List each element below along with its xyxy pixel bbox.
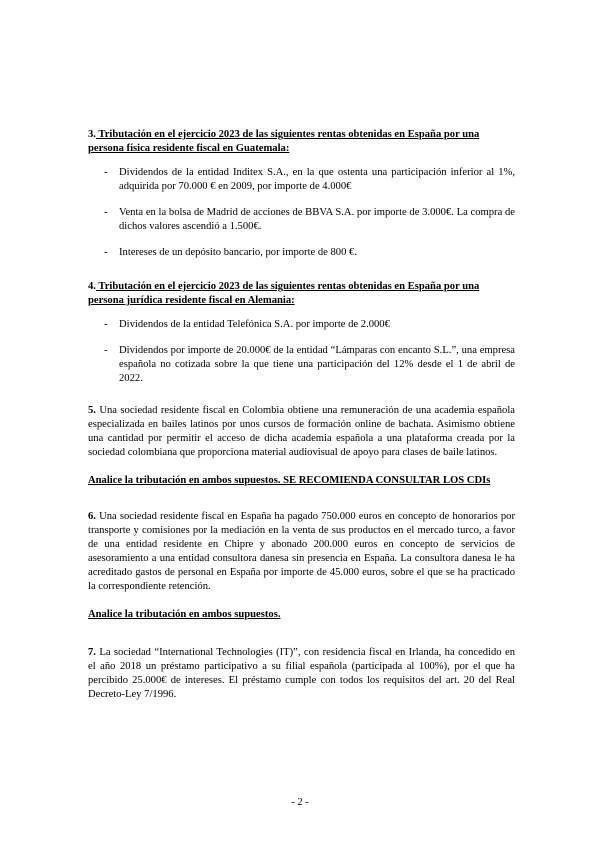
page-number: - 2 - <box>291 797 309 808</box>
section-7-text: La sociedad “International Technologies (IT)”, con residencia fiscal en Irlanda, ha concedido en el año 2018 un préstamo participativo a su filial española (participada al 100%), por el que ha percibido 25.000€ de intereses. El préstamo cumple con todos los requisitos del art. 20 del Real Decreto-Ley 7/1996. <box>88 647 515 700</box>
section-4-title: Tributación en el ejercicio 2023 de las siguientes rentas obtenidas en España por una persona jurídica residente fiscal en Alemania: <box>88 281 480 306</box>
section-5-number: 5. <box>88 405 96 416</box>
bullet-dash: - <box>104 247 108 258</box>
section-6-instruction: Analice la tributación en ambos supuestos. <box>88 609 281 620</box>
bullet-dash: - <box>104 345 108 356</box>
list-item: - Dividendos de la entidad Telefónica S.A. por importe de 2.000€ <box>104 319 390 330</box>
section-3-heading <box>88 128 515 156</box>
list-item: - Dividendos de la entidad Inditex S.A., en la que ostenta una participación inferior al 1%, adquirida por 70.000 € en 2009, por importe de 4.000€ <box>104 167 515 192</box>
list-item: - Venta en la bolsa de Madrid de acciones de BBVA S.A. por importe de 3.000€. La compra de dichos valores ascendió a 1.500€. <box>104 207 515 232</box>
section-4-list <box>88 318 515 386</box>
page-content <box>88 128 515 702</box>
section-7-paragraph <box>88 646 515 702</box>
section-7-number: 7. <box>88 647 96 658</box>
section-6-paragraph <box>88 510 515 594</box>
list-item: - Intereses de un depósito bancario, por importe de 800 €. <box>104 247 357 258</box>
section-5-text: Una sociedad residente fiscal en Colombia obtiene una remuneración de una academia española especializada en bailes latinos por unos cursos de formación online de bachata. Asimismo obtiene una cantidad por permitir el acceso de dicha academia española a una plataforma creada por la sociedad colombiana que proporciona material audiovisual de apoyo para clases de baile latinos. <box>88 405 515 458</box>
bullet-dash: - <box>104 319 108 330</box>
section-3-number: 3. <box>88 129 96 140</box>
section-3-title: Tributación en el ejercicio 2023 de las siguientes rentas obtenidas en España por una persona física residente fiscal en Guatemala: <box>88 129 480 154</box>
section-5-instruction: Analice la tributación en ambos supuestos. SE RECOMIENDA CONSULTAR LOS CDIs <box>88 475 491 486</box>
section-4-heading <box>88 280 515 308</box>
section-6-number: 6. <box>88 511 96 522</box>
section-6-text: Una sociedad residente fiscal en España ha pagado 750.000 euros en concepto de honorarios por transporte y comisiones por la mediación en la venta de sus productos en el mercado turco, a favor de una entidad residente en Chipre y abonado 200.000 euros en concepto de servicios de asesoramiento a una entidad consultora danesa sin presencia en España. La consultora danesa le ha acreditado gastos de personal en España por importe de 45.000 euros, sobre el que se ha practicado la correspondiente retención. <box>88 511 515 592</box>
section-5-paragraph <box>88 404 515 460</box>
bullet-dash: - <box>104 207 108 218</box>
list-item: - Dividendos por importe de 20.000€ de la entidad “Lámparas con encanto S.L.”, una empresa española no cotizada sobre la que tiene una participación del 12% desde el 1 de abril de 2022. <box>104 345 515 384</box>
section-4-number: 4. <box>88 281 96 292</box>
bullet-dash: - <box>104 167 108 178</box>
section-3-list <box>88 166 515 260</box>
